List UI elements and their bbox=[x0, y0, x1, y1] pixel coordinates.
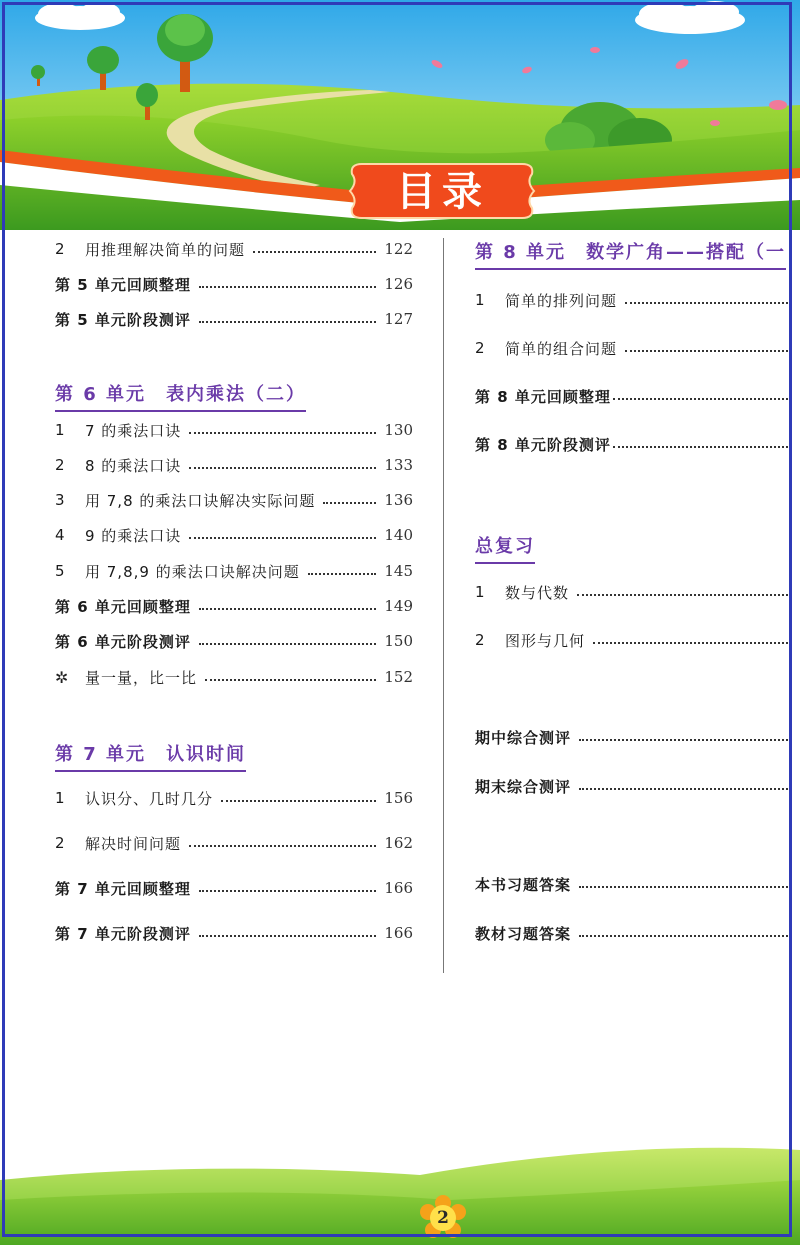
entry-number: 1 bbox=[475, 583, 485, 601]
dot-leader bbox=[189, 537, 376, 539]
toc-entry[interactable] bbox=[55, 271, 413, 297]
dot-leader bbox=[613, 446, 792, 448]
toc-entry[interactable] bbox=[55, 306, 413, 332]
dot-leader bbox=[593, 642, 792, 644]
entry-label: 用推理解决简单的问题 bbox=[85, 240, 246, 259]
entry-number: 2 bbox=[475, 631, 485, 649]
dot-leader bbox=[189, 432, 376, 434]
entry-number: 2 bbox=[475, 339, 485, 357]
page-title: 目录 bbox=[396, 169, 488, 215]
toc-entry[interactable] bbox=[475, 287, 800, 313]
dot-leader bbox=[221, 800, 376, 802]
entry-page: 127 bbox=[384, 310, 413, 328]
entry-label: 8 的乘法口诀 bbox=[85, 456, 182, 475]
section-heading-unit7 bbox=[55, 740, 246, 772]
entry-label: 7 的乘法口诀 bbox=[85, 421, 182, 440]
grass-footer bbox=[0, 1130, 800, 1245]
entry-label: 简单的组合问题 bbox=[505, 339, 618, 358]
entry-label: 9 的乘法口诀 bbox=[85, 526, 182, 545]
toc-entry[interactable] bbox=[475, 724, 800, 750]
column-divider bbox=[443, 238, 444, 973]
dot-leader bbox=[199, 608, 376, 610]
dot-leader bbox=[189, 845, 376, 847]
toc-entry[interactable] bbox=[55, 452, 413, 478]
heading-unit: 第 7 单元 bbox=[55, 744, 147, 765]
entry-page: 162 bbox=[384, 834, 413, 852]
dot-leader bbox=[579, 935, 792, 937]
entry-label: 数与代数 bbox=[505, 583, 570, 602]
dot-leader bbox=[199, 321, 376, 323]
toc-entry[interactable] bbox=[55, 875, 413, 901]
heading-title: 数学广角——搭配（一 bbox=[586, 242, 787, 263]
dot-leader bbox=[625, 302, 792, 304]
entry-number: 2 bbox=[55, 834, 65, 852]
entry-page: 133 bbox=[384, 456, 413, 474]
entry-label: 第 5 单元回顾整理 bbox=[55, 275, 191, 294]
dot-leader bbox=[199, 890, 376, 892]
toc-entry[interactable] bbox=[55, 664, 413, 690]
toc-entry[interactable] bbox=[55, 830, 413, 856]
dot-leader bbox=[199, 286, 376, 288]
section-heading-unit6 bbox=[55, 380, 306, 412]
toc-entry[interactable] bbox=[55, 236, 413, 262]
entry-page: 126 bbox=[384, 275, 413, 293]
toc-entry[interactable] bbox=[55, 417, 413, 443]
entry-page: 145 bbox=[384, 562, 413, 580]
entry-label: 量一量，比一比 bbox=[85, 668, 198, 687]
entry-page: 130 bbox=[384, 421, 413, 439]
entry-page: 136 bbox=[384, 491, 413, 509]
entry-page: 150 bbox=[384, 632, 413, 650]
entry-label: 图形与几何 bbox=[505, 631, 586, 650]
star-icon: ✲ bbox=[55, 667, 69, 687]
dot-leader bbox=[579, 739, 792, 741]
toc-entry[interactable] bbox=[475, 920, 800, 946]
entry-label: 简单的排列问题 bbox=[505, 291, 618, 310]
entry-number: 2 bbox=[55, 456, 65, 474]
toc-entry[interactable] bbox=[55, 558, 413, 584]
toc-entry[interactable] bbox=[55, 487, 413, 513]
entry-label: 教材习题答案 bbox=[475, 924, 572, 943]
entry-label: 第 7 单元回顾整理 bbox=[55, 879, 191, 898]
entry-label: 第 5 单元阶段测评 bbox=[55, 310, 191, 329]
entry-page: 140 bbox=[384, 526, 413, 544]
heading-unit: 第 6 单元 bbox=[55, 384, 147, 405]
entry-number: 1 bbox=[55, 421, 65, 439]
entry-label: 本书习题答案 bbox=[475, 875, 572, 894]
toc-entry[interactable] bbox=[475, 335, 800, 361]
entry-label: 认识分、几时几分 bbox=[85, 789, 214, 808]
toc-entry[interactable] bbox=[475, 627, 800, 653]
dot-leader bbox=[625, 350, 792, 352]
toc-entry[interactable] bbox=[475, 431, 800, 457]
dot-leader bbox=[308, 573, 377, 575]
entry-number: 2 bbox=[55, 240, 65, 258]
toc-entry[interactable] bbox=[475, 871, 800, 897]
section-heading-unit8 bbox=[475, 238, 786, 270]
dot-leader bbox=[579, 788, 792, 790]
toc-entry[interactable] bbox=[475, 579, 800, 605]
entry-page: 156 bbox=[384, 789, 413, 807]
dot-leader bbox=[199, 643, 376, 645]
entry-label: 用 7,8,9 的乘法口诀解决问题 bbox=[85, 562, 300, 581]
heading-title: 认识时间 bbox=[166, 744, 247, 765]
entry-label: 第 6 单元回顾整理 bbox=[55, 597, 191, 616]
entry-number: 5 bbox=[55, 562, 65, 580]
entry-page: 149 bbox=[384, 597, 413, 615]
entry-label: 期末综合测评 bbox=[475, 777, 572, 796]
dot-leader bbox=[579, 886, 792, 888]
entry-number: 4 bbox=[55, 526, 65, 544]
entry-page: 122 bbox=[384, 240, 413, 258]
dot-leader bbox=[577, 594, 792, 596]
entry-label: 用 7,8 的乘法口诀解决实际问题 bbox=[85, 491, 316, 510]
entry-page: 166 bbox=[384, 879, 413, 897]
entry-label: 第 8 单元回顾整理 bbox=[475, 387, 611, 406]
section-heading-review bbox=[475, 532, 535, 564]
entry-page: 152 bbox=[384, 668, 413, 686]
heading-title: 表内乘法（二） bbox=[166, 384, 307, 405]
entry-number: 1 bbox=[475, 291, 485, 309]
toc-entry[interactable] bbox=[475, 383, 800, 409]
entry-label: 期中综合测评 bbox=[475, 728, 572, 747]
toc-entry[interactable] bbox=[55, 522, 413, 548]
heading-unit: 第 8 单元 bbox=[475, 242, 567, 263]
dot-leader bbox=[189, 467, 376, 469]
toc-entry[interactable] bbox=[55, 920, 413, 946]
entry-number: 1 bbox=[55, 789, 65, 807]
entry-label: 解决时间问题 bbox=[85, 834, 182, 853]
dot-leader bbox=[205, 679, 376, 681]
dot-leader bbox=[323, 502, 376, 504]
toc-entry[interactable] bbox=[475, 773, 800, 799]
toc-entry[interactable] bbox=[55, 628, 413, 654]
entry-label: 第 7 单元阶段测评 bbox=[55, 924, 191, 943]
entry-label: 第 6 单元阶段测评 bbox=[55, 632, 191, 651]
entry-page: 166 bbox=[384, 924, 413, 942]
entry-label: 第 8 单元阶段测评 bbox=[475, 435, 611, 454]
dot-leader bbox=[613, 398, 792, 400]
toc-entry[interactable] bbox=[55, 593, 413, 619]
entry-number: 3 bbox=[55, 491, 65, 509]
heading-title: 总复习 bbox=[475, 536, 535, 557]
toc-entry[interactable] bbox=[55, 785, 413, 811]
dot-leader bbox=[199, 935, 376, 937]
dot-leader bbox=[253, 251, 376, 253]
page-number: 2 bbox=[437, 1208, 449, 1228]
